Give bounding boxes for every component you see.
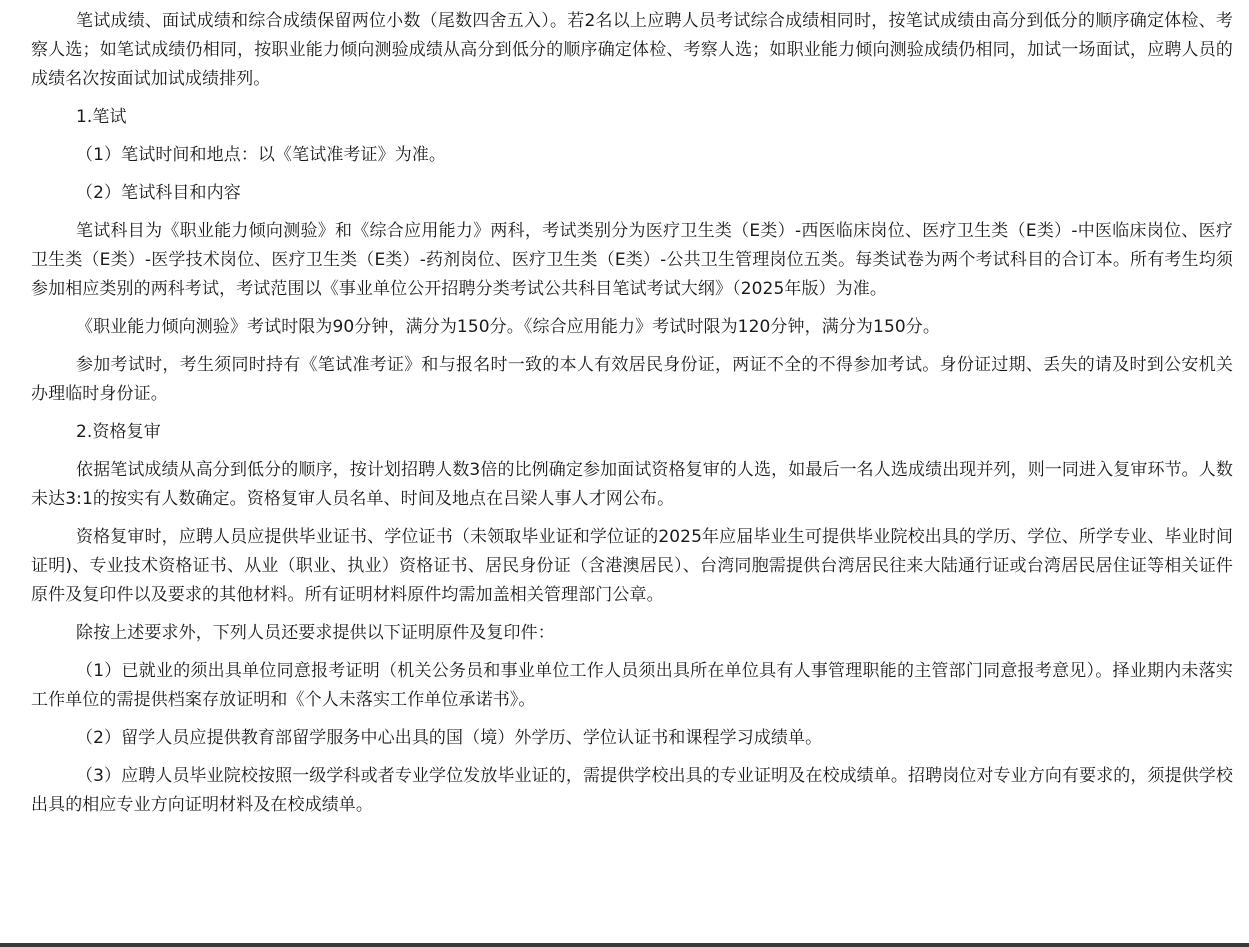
paragraph-exam-subjects: 笔试科目为《职业能力倾向测验》和《综合应用能力》两科，考试类别分为医疗卫生类（E类）-西医临床岗位、医疗卫生类（E类）-中医临床岗位、医疗卫生类（E类）-医学技术岗位、医疗卫生类（E类）-药剂岗位、医疗卫生类（E类）-公共卫生管理岗位五类。每类试卷为两个考试科目的合订本。所有考生均须参加相应类别的两科考试，考试范围以《事业单位公开招聘分类考试公共科目笔试考试大纲》（2025年版）为准。 xyxy=(31,221,1233,299)
document-body xyxy=(31,7,1233,820)
bottom-divider xyxy=(0,943,1249,947)
subheading-exam-subjects: （2）笔试科目和内容 xyxy=(76,183,241,203)
heading-qualification-review: 2.资格复审 xyxy=(76,422,161,442)
paragraph-exam-duration: 《职业能力倾向测验》考试时限为90分钟，满分为150分。《综合应用能力》考试时限为120分钟，满分为150分。 xyxy=(76,317,940,337)
paragraph-review-documents: 资格复审时，应聘人员应提供毕业证书、学位证书（未领取毕业证和学位证的2025年应届毕业生可提供毕业院校出具的学历、学位、所学专业、毕业时间证明)、专业技术资格证书、从业（职业、执业）资格证书、居民身份证（含港澳居民）、台湾同胞需提供台湾居民往来大陆通行证或台湾居民居住证等相关证件原件及复印件以及要求的其他材料。所有证明材料原件均需加盖相关管理部门公章。 xyxy=(31,527,1233,605)
paragraph-score-rules: 笔试成绩、面试成绩和综合成绩保留两位小数（尾数四舍五入）。若2名以上应聘人员考试综合成绩相同时，按笔试成绩由高分到低分的顺序确定体检、考察人选；如笔试成绩仍相同，按职业能力倾向测验成绩从高分到低分的顺序确定体检、考察人选；如职业能力倾向测验成绩仍相同，加试一场面试，应聘人员的成绩名次按面试加试成绩排列。 xyxy=(31,11,1233,89)
paragraph-exam-id-requirement: 参加考试时，考生须同时持有《笔试准考证》和与报名时一致的本人有效居民身份证，两证不全的不得参加考试。身份证过期、丢失的请及时到公安机关办理临时身份证。 xyxy=(31,355,1233,404)
paragraph-employed-applicants: （1）已就业的须出具单位同意报考证明（机关公务员和事业单位工作人员须出具所在单位具有人事管理职能的主管部门同意报考意见）。择业期内未落实工作单位的需提供档案存放证明和《个人未落实工作单位承诺书》。 xyxy=(31,661,1233,710)
paragraph-review-selection: 依据笔试成绩从高分到低分的顺序，按计划招聘人数3倍的比例确定参加面试资格复审的人选，如最后一名人选成绩出现并列，则一同进入复审环节。人数未达3:1的按实有人数确定。资格复审人员名单、时间及地点在吕梁人事人才网公布。 xyxy=(31,460,1233,509)
paragraph-major-certificate: （3）应聘人员毕业院校按照一级学科或者专业学位发放毕业证的，需提供学校出具的专业证明及在校成绩单。招聘岗位对专业方向有要求的，须提供学校出具的相应专业方向证明材料及在校成绩单。 xyxy=(31,766,1233,815)
heading-written-exam: 1.笔试 xyxy=(76,107,127,127)
paragraph-exam-time-place: （1）笔试时间和地点：以《笔试准考证》为准。 xyxy=(76,145,447,165)
paragraph-additional-requirements: 除按上述要求外，下列人员还要求提供以下证明原件及复印件： xyxy=(76,623,555,643)
paragraph-overseas-students: （2）留学人员应提供教育部留学服务中心出具的国（境）外学历、学位认证书和课程学习成绩单。 xyxy=(76,728,823,748)
